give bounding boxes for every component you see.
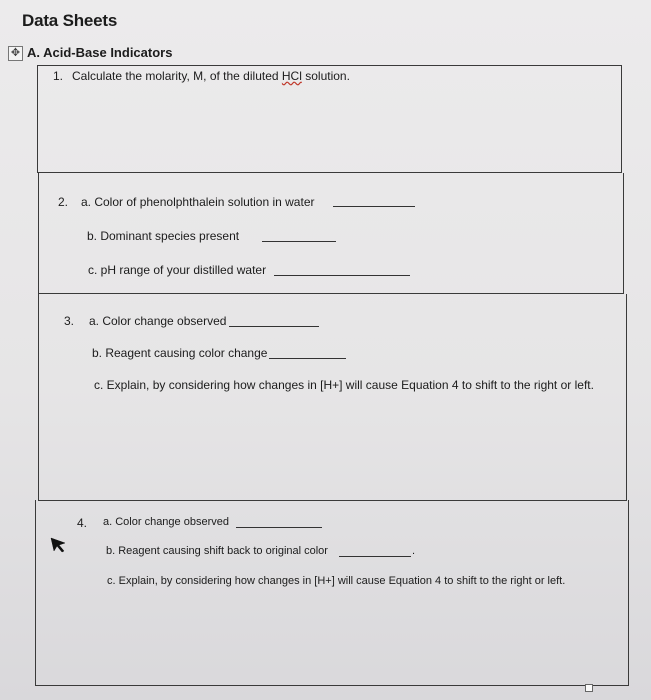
q1-number: 1. <box>53 69 64 83</box>
q4a-label: a. Color change observed <box>103 516 229 528</box>
q2c-label: c. pH range of your distilled water <box>88 263 267 277</box>
page-title: Data Sheets <box>22 11 118 30</box>
q4b-label: b. Reagent causing shift back to original color <box>106 545 328 557</box>
section-heading: A. Acid-Base Indicators <box>27 45 173 60</box>
q3a-label: a. Color change observed <box>89 314 227 328</box>
q3a-answer-blank[interactable] <box>229 326 319 327</box>
q4c-label: c. Explain, by considering how changes in [H+] will cause Equation 4 to shift to the right or left. <box>107 575 566 587</box>
q2b-answer-blank[interactable] <box>262 241 336 242</box>
q4-number: 4. <box>77 516 88 530</box>
q3-number: 3. <box>64 314 75 328</box>
hcl-spellcheck: HCl <box>281 69 302 83</box>
q2c-answer-blank[interactable] <box>274 275 410 276</box>
q2a-label: a. Color of phenolphthalein solution in water <box>81 195 315 209</box>
table-move-icon[interactable]: ✥ <box>8 46 23 61</box>
q1-text: Calculate the molarity, M, of the diluted HCl solution. <box>72 69 350 83</box>
q4a-answer-blank[interactable] <box>236 527 322 528</box>
q4b-answer-blank[interactable] <box>339 556 411 557</box>
table-resize-handle[interactable] <box>585 684 593 692</box>
q3b-answer-blank[interactable] <box>269 358 346 359</box>
q3b-label: b. Reagent causing color change <box>92 346 268 360</box>
mouse-pointer-icon <box>50 537 66 553</box>
q2-number: 2. <box>58 195 69 209</box>
q2b-label: b. Dominant species present <box>87 229 240 243</box>
q3c-label: c. Explain, by considering how changes in [H+] will cause Equation 4 to shift to the right or left. <box>94 378 594 392</box>
q4b-end: . <box>412 545 416 557</box>
q2a-answer-blank[interactable] <box>333 206 415 207</box>
